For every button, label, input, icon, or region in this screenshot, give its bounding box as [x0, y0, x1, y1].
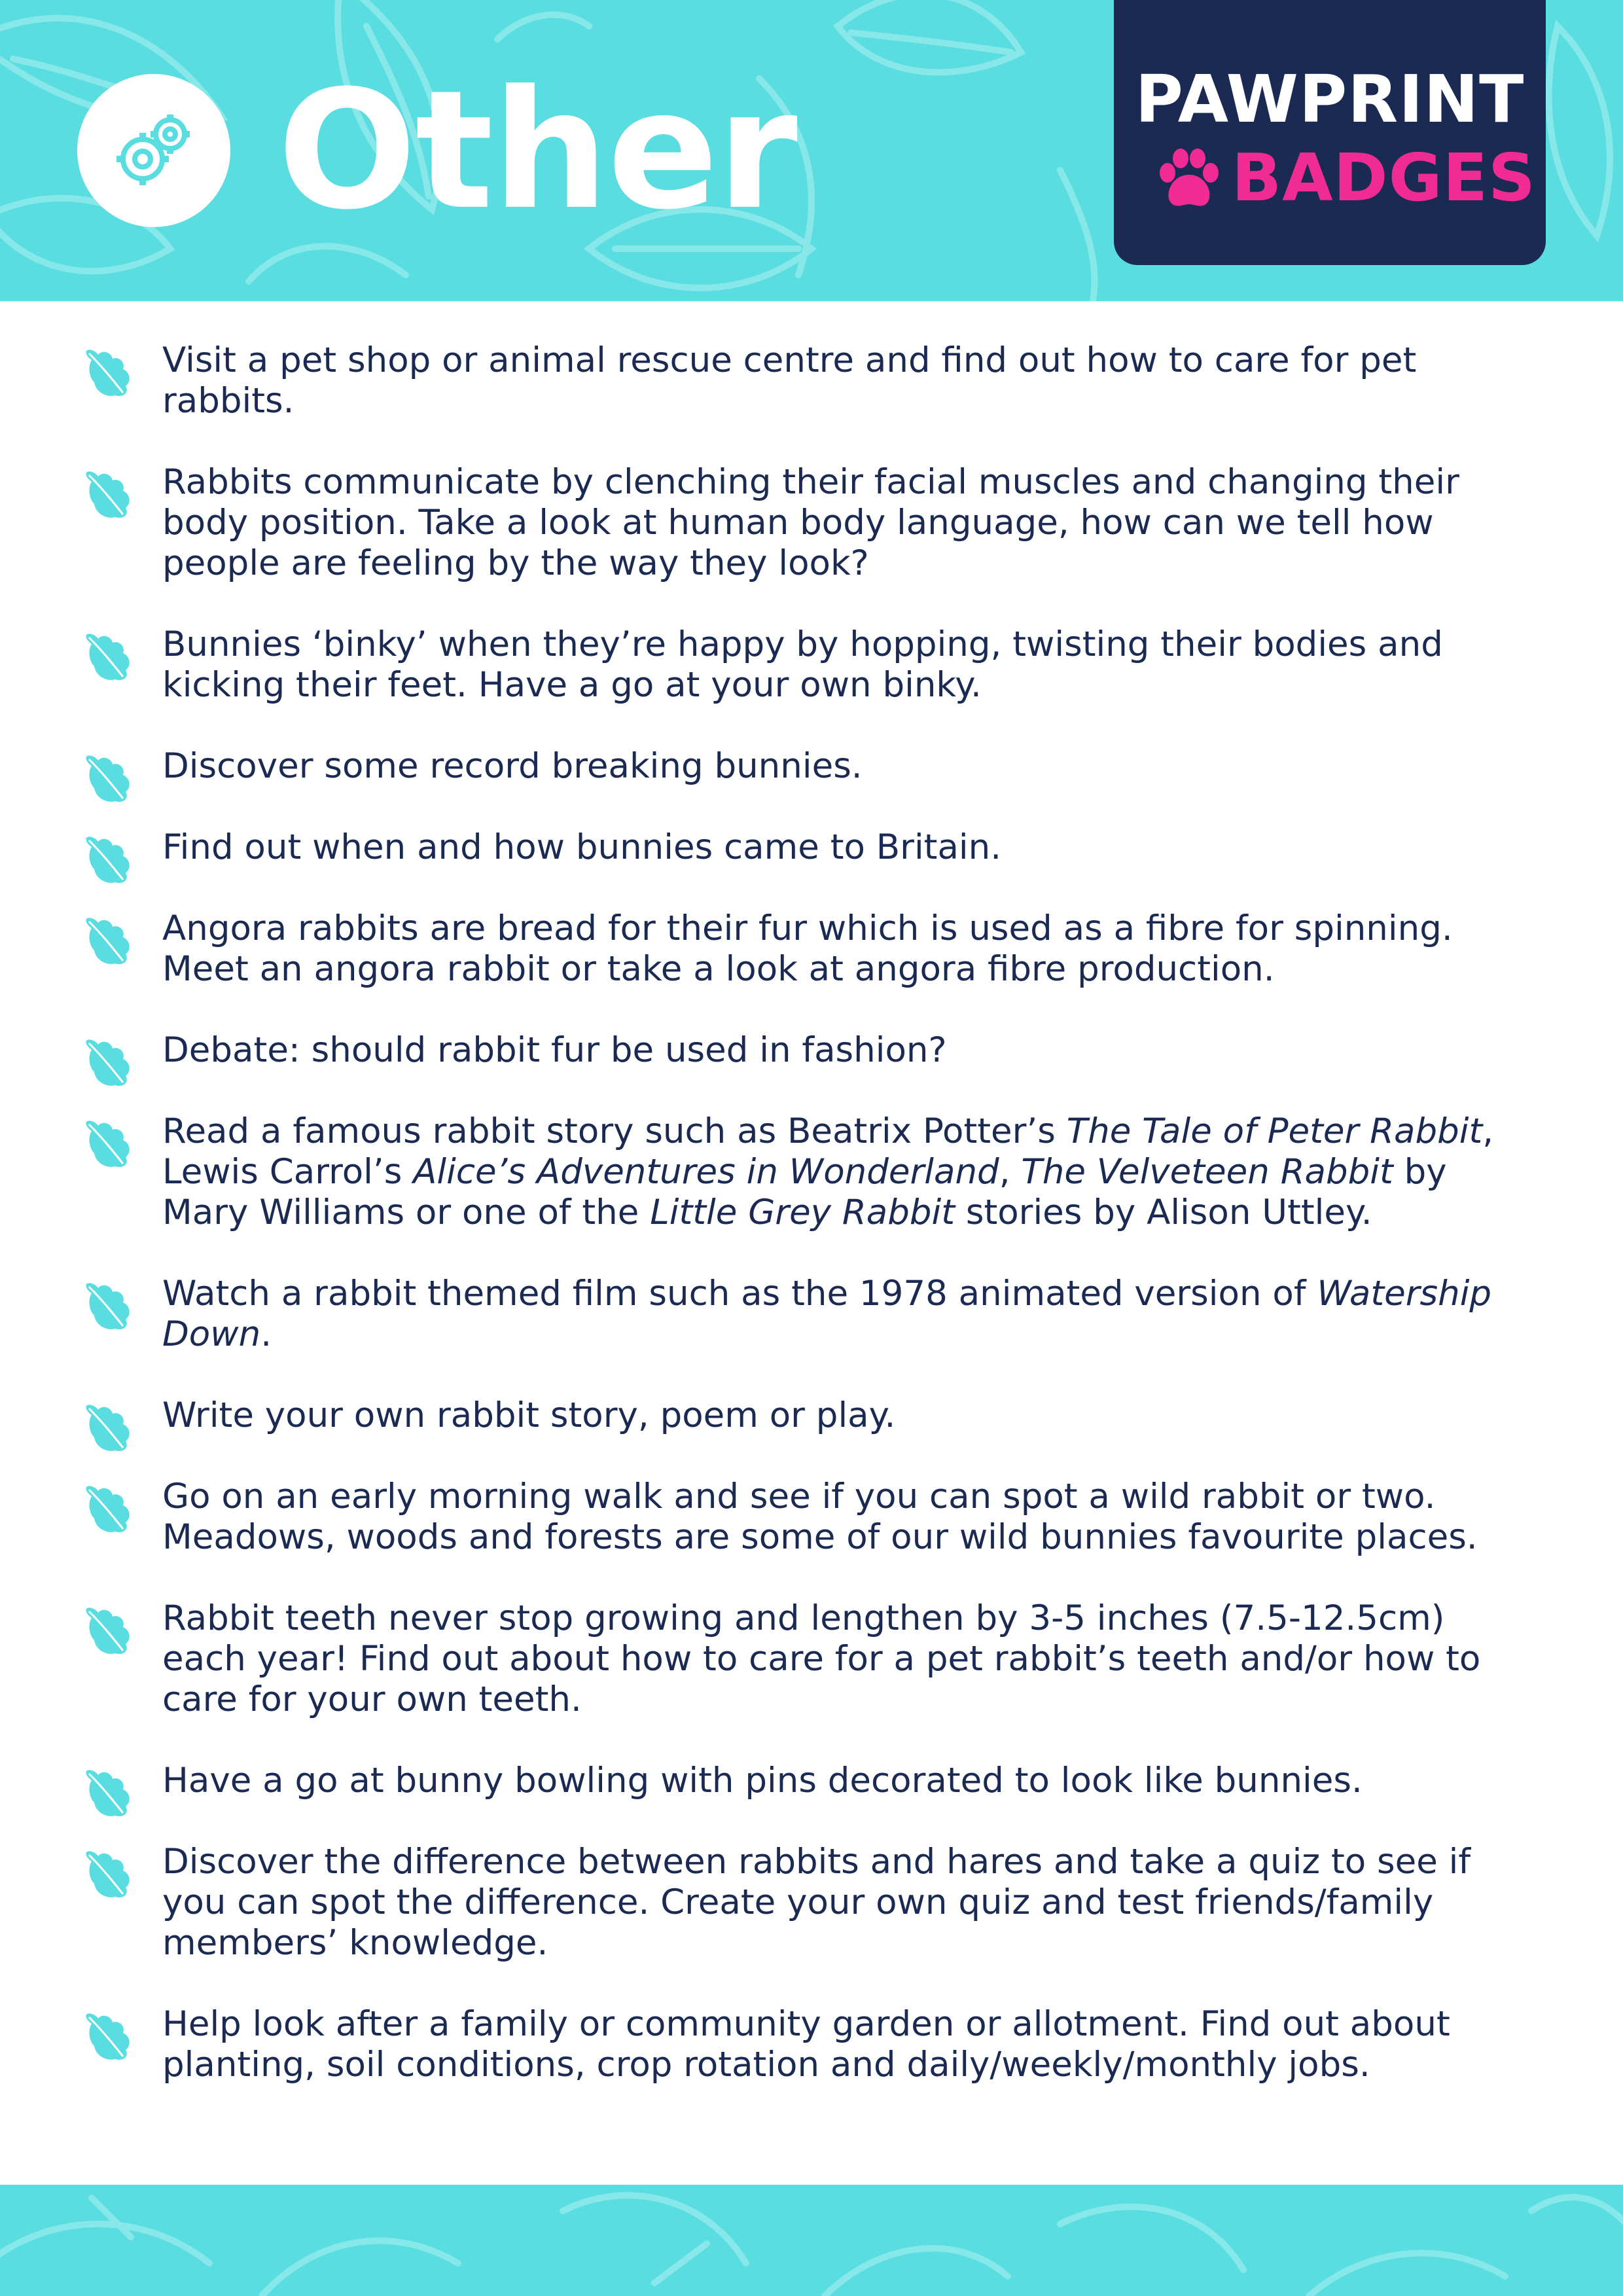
list-item — [0, 1842, 1623, 1964]
header-banner — [0, 0, 1623, 301]
leaf-icon — [82, 1280, 135, 1333]
list-item-text — [162, 827, 1505, 868]
text-segment: Discover some record breaking bunnies. — [162, 746, 863, 786]
title-reference: The Tale of Peter Rabbit — [1066, 1111, 1483, 1151]
list-item-text — [162, 908, 1505, 990]
footer-banner — [0, 2185, 1623, 2296]
pawprint-badges-logo — [1114, 0, 1546, 265]
leaf-icon — [82, 1118, 135, 1170]
list-item — [0, 827, 1623, 868]
text-segment: Discover the difference between rabbits and hares and take a quiz to see if you can spot the difference. Create your own quiz and test friends/family members’ knowledge. — [162, 1842, 1471, 1963]
list-item — [0, 1598, 1623, 1720]
title-reference: Alice’s Adventures in Wonderland — [413, 1152, 999, 1192]
title-group — [77, 55, 796, 245]
text-segment: Go on an early morning walk and see if you can spot a wild rabbit or two. Meadows, woods and forests are some of our wild bunnies favourite places. — [162, 1477, 1478, 1557]
leaf-icon — [82, 1483, 135, 1535]
list-item-text — [162, 1395, 1505, 1436]
list-item — [0, 1395, 1623, 1436]
list-item-text — [162, 340, 1505, 422]
text-segment: Bunnies ‘binky’ when they’re happy by hopping, twisting their bodies and kicking their feet. Have a go at your own binky. — [162, 624, 1443, 705]
list-item — [0, 2004, 1623, 2085]
leaf-icon — [82, 469, 135, 521]
text-segment: Find out when and how bunnies came to Britain. — [162, 827, 1002, 867]
leaf-icon — [82, 753, 135, 805]
leaf-icon — [82, 1605, 135, 1657]
text-segment: Help look after a family or community garden or allotment. Find out about planting, soil conditions, crop rotation and daily/weekly/monthly jobs. — [162, 2004, 1450, 2085]
text-segment: Watch a rabbit themed film such as the 1978 animated version of — [162, 1274, 1317, 1314]
list-item-text — [162, 1111, 1505, 1233]
leaf-icon — [82, 631, 135, 683]
text-segment: Rabbits communicate by clenching their facial muscles and changing their body position. Take a look at human body language, how can we tell how people are feeling by the way they look? — [162, 462, 1459, 583]
list-item — [0, 1761, 1623, 1801]
list-item — [0, 340, 1623, 422]
list-item-text — [162, 624, 1505, 706]
title-reference: The Velveteen Rabbit — [1021, 1152, 1393, 1192]
list-item-text — [162, 1030, 1505, 1071]
list-item-text — [162, 1761, 1505, 1801]
leaf-icon — [82, 2011, 135, 2063]
title-reference: Watership Down — [162, 1274, 1492, 1354]
text-segment: . — [260, 1314, 272, 1354]
title-reference: Little Grey Rabbit — [650, 1193, 955, 1232]
text-segment: Debate: should rabbit fur be used in fashion? — [162, 1030, 947, 1070]
leaf-pattern-footer — [0, 2185, 1623, 2296]
text-segment: Have a go at bunny bowling with pins decorated to look like bunnies. — [162, 1761, 1363, 1801]
leaf-icon — [82, 1402, 135, 1454]
activity-list — [0, 340, 1623, 2126]
list-item — [0, 1274, 1623, 1355]
list-item-text — [162, 2004, 1505, 2085]
logo-text-line1: PAWPRINT — [1135, 61, 1525, 137]
page-title: Other — [277, 55, 796, 245]
leaf-icon — [82, 915, 135, 967]
list-item-text — [162, 746, 1505, 787]
list-item — [0, 462, 1623, 584]
text-segment: Rabbit teeth never stop growing and lengthen by 3-5 inches (7.5-12.5cm) each year! Find out about how to care for a pet rabbit’s teeth and/or how to care for your own teeth. — [162, 1598, 1481, 1719]
logo-text-line2: BADGES — [1232, 139, 1537, 216]
list-item-text — [162, 462, 1505, 584]
list-item — [0, 1030, 1623, 1071]
paw-icon — [1153, 145, 1225, 211]
text-segment: , — [999, 1152, 1022, 1192]
list-item-text — [162, 1842, 1505, 1964]
list-item-text — [162, 1598, 1505, 1720]
list-item — [0, 1477, 1623, 1558]
list-item — [0, 746, 1623, 787]
text-segment: Read a famous rabbit story such as Beatrix Potter’s — [162, 1111, 1067, 1151]
text-segment: by Mary Williams or one of the — [162, 1152, 1447, 1232]
leaf-icon — [82, 834, 135, 886]
text-segment: stories by Alison Uttley. — [955, 1193, 1372, 1232]
leaf-icon — [82, 1037, 135, 1089]
text-segment: , Lewis Carrol’s — [162, 1111, 1494, 1192]
list-item — [0, 1111, 1623, 1233]
text-segment: Angora rabbits are bread for their fur which is used as a fibre for spinning. Meet an angora rabbit or take a look at angora fibre production. — [162, 908, 1453, 989]
list-item — [0, 624, 1623, 706]
leaf-icon — [82, 347, 135, 399]
text-segment: Visit a pet shop or animal rescue centre and find out how to care for pet rabbits. — [162, 340, 1417, 421]
list-item — [0, 908, 1623, 990]
leaf-icon — [82, 1767, 135, 1820]
leaf-icon — [82, 1848, 135, 1901]
list-item-text — [162, 1477, 1505, 1558]
gears-icon — [77, 74, 230, 227]
logo-row2 — [1153, 139, 1537, 216]
list-item-text — [162, 1274, 1505, 1355]
text-segment: Write your own rabbit story, poem or play. — [162, 1395, 896, 1435]
